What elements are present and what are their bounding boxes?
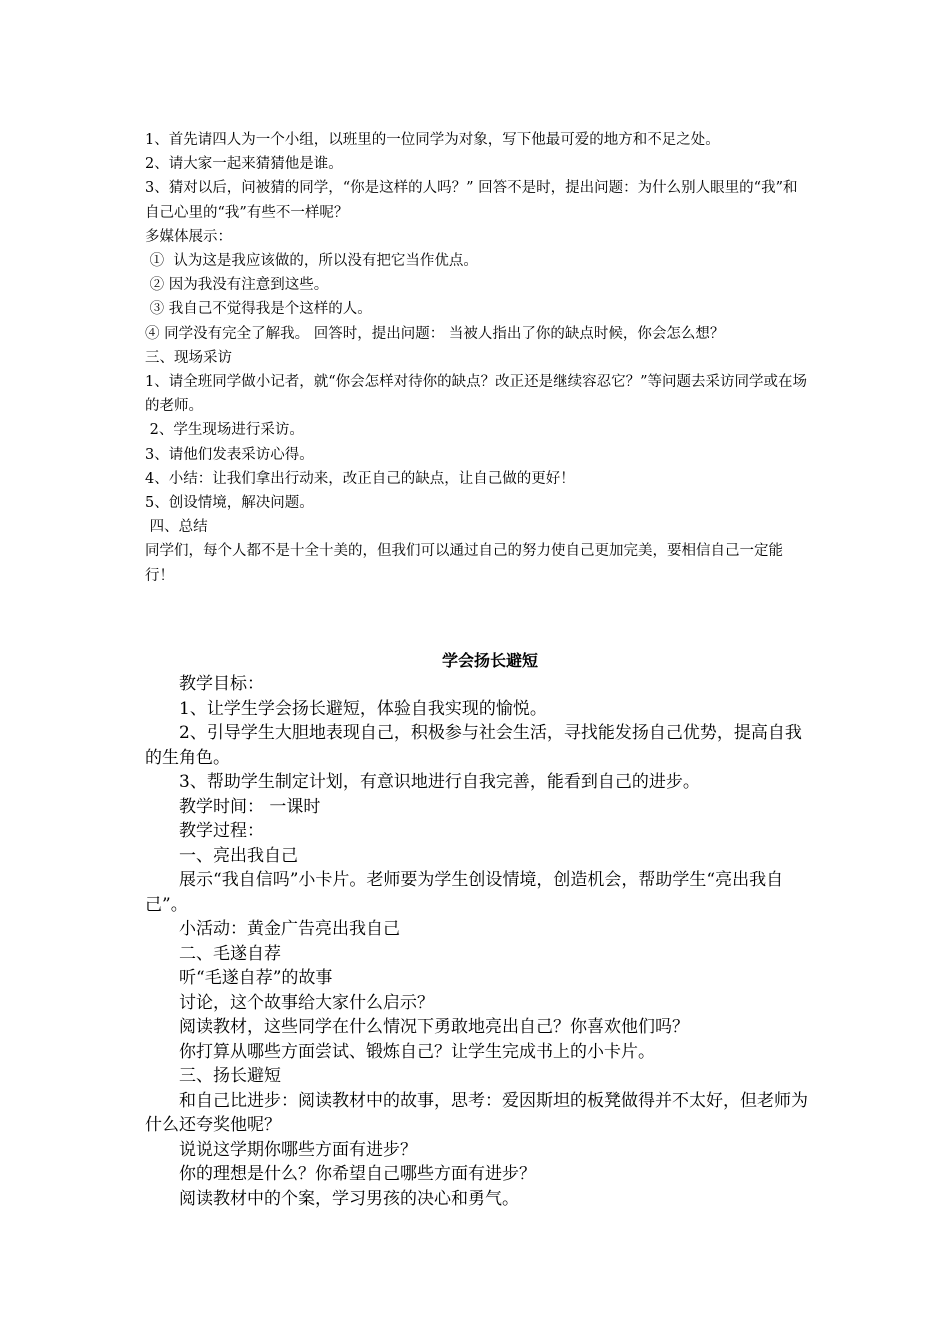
paragraph: 教学过程： bbox=[179, 821, 264, 841]
paragraph: 阅读教材，这些同学在什么情况下勇敢地亮出自己？你喜欢他们吗？ bbox=[179, 1017, 689, 1037]
paragraph: 你打算从哪些方面尝试、锻炼自己？让学生完成书上的小卡片。 bbox=[179, 1041, 655, 1062]
paragraph: 教学时间： 一课时 bbox=[179, 796, 321, 817]
section-heading: 二、毛遂自荐 bbox=[179, 943, 281, 964]
step-line: 2、请大家一起来猜猜他是谁。 bbox=[145, 156, 343, 173]
paragraph: 2、引导学生大胆地表现自己，积极参与社会生活，寻找能发扬自己优势，提高自我的生角色。 bbox=[145, 723, 802, 768]
paragraph: 展示“我自信吗”小卡片。老师要为学生创设情境，创造机会，帮助学生“亮出我自己”。 bbox=[145, 870, 784, 915]
paragraph: 说说这学期你哪些方面有进步？ bbox=[179, 1139, 417, 1160]
section-heading: 一、亮出我自己 bbox=[179, 845, 298, 866]
step-line: ③ 我自己不觉得我是个这样的人。 bbox=[145, 301, 372, 318]
paragraph: 听“毛遂自荐”的故事 bbox=[179, 968, 333, 988]
paragraph: 3、帮助学生制定计划，有意识地进行自我完善，能看到自己的进步。 bbox=[179, 772, 700, 792]
step-line: 3、请他们发表采访心得。 bbox=[145, 446, 314, 463]
summary-paragraph: 同学们，每个人都不是十全十美的，但我们可以通过自己的努力使自己更加完美，要相信自己一定能行！ bbox=[145, 543, 783, 584]
step-line: 5、创设情境，解决问题。 bbox=[145, 495, 314, 512]
lesson-steps-section bbox=[145, 128, 810, 588]
step-line: 1、首先请四人为一个小组，以班里的一位同学为对象，写下他最可爱的地方和不足之处。 bbox=[145, 132, 720, 148]
paragraph: 阅读教材中的个案，学习男孩的决心和勇气。 bbox=[179, 1188, 519, 1209]
paragraph: 教学目标： bbox=[179, 674, 264, 694]
step-line: 多媒体展示： bbox=[145, 228, 232, 245]
paragraph: 小活动：黄金广告亮出我自己 bbox=[179, 919, 400, 939]
paragraph: 你的理想是什么？你希望自己哪些方面有进步？ bbox=[179, 1164, 536, 1184]
section-heading: 四、总结 bbox=[145, 519, 208, 536]
step-line: 1、请全班同学做小记者，就“你会怎样对待你的缺点？改正还是继续容忍它？”等问题去采访同学或在场的老师。 bbox=[145, 374, 808, 415]
paragraph: 和自己比进步：阅读教材中的故事，思考：爱因斯坦的板凳做得并不太好，但老师为什么还夸奖他呢？ bbox=[145, 1090, 808, 1135]
step-line: 2、学生现场进行采访。 bbox=[145, 422, 304, 439]
step-line: 4、小结：让我们拿出行动来，改正自己的缺点，让自己做的更好！ bbox=[145, 470, 575, 487]
paragraph: 讨论，这个故事给大家什么启示？ bbox=[179, 992, 434, 1013]
lesson-title: 学会扬长避短 bbox=[441, 651, 538, 670]
step-line: 3、猜对以后，问被猜的同学，“你是这样的人吗？” 回答不是时，提出问题：为什么别人眼里的“我”和自己心里的“我”有些不一样呢？ bbox=[145, 180, 798, 221]
step-line: ④ 同学没有完全了解我。 回答时，提出问题： 当被人指出了你的缺点时候，你会怎么想？ bbox=[145, 325, 725, 342]
section-heading: 三、现场采访 bbox=[145, 349, 232, 366]
step-line: ② 因为我没有注意到这些。 bbox=[145, 277, 329, 294]
step-line: ① 认为这是我应该做的，所以没有把它当作优点。 bbox=[145, 253, 478, 270]
lesson-plan-section bbox=[145, 672, 810, 1211]
paragraph: 1、让学生学会扬长避短，体验自我实现的愉悦。 bbox=[179, 698, 547, 719]
section-heading: 三、扬长避短 bbox=[179, 1066, 281, 1086]
